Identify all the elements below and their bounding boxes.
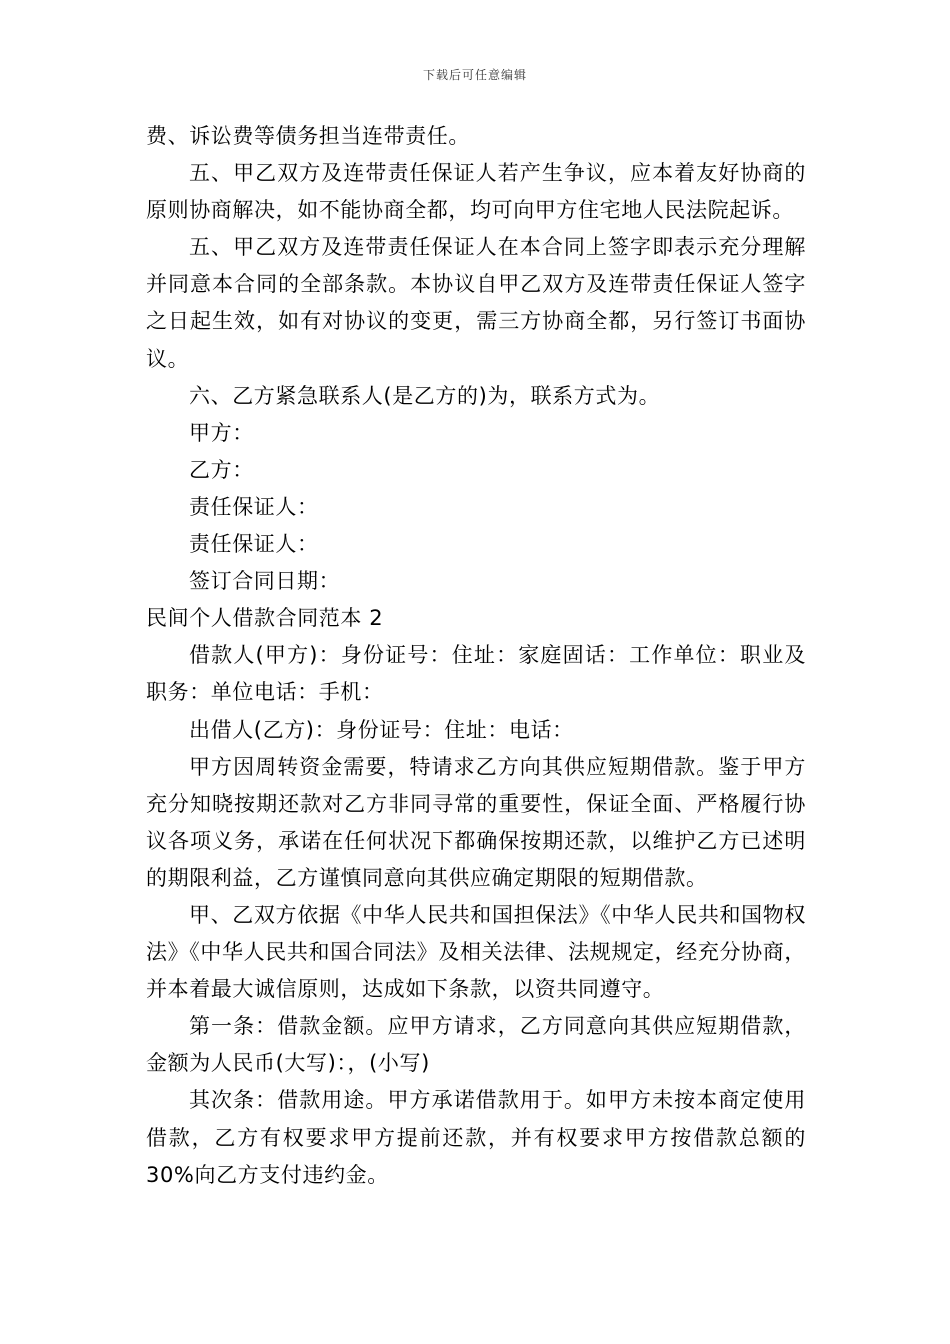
section-title: 民间个人借款合同范本 2: [146, 606, 384, 631]
signature-guarantor-2: 责任保证人：: [189, 532, 319, 557]
paragraph-signature-clause: 五、甲乙双方及连带责任保证人在本合同上签字即表示充分理解并同意本合同的全部条款。本协议自甲乙双方及连带责任保证人签字之日起生效，如有对协议的变更，需三方协商全都，另行签订书面协议。: [146, 235, 806, 371]
paragraph-article-1: 第一条：借款金额。应甲方请求，乙方同意向其供应短期借款，金额为人民币(大写)：，(小写): [146, 1014, 806, 1076]
paragraph-borrower-info: 借款人(甲方)：身份证号：住址：家庭固话：工作单位：职业及职务：单位电话：手机：: [146, 643, 806, 705]
signature-guarantor-1: 责任保证人：: [189, 494, 319, 519]
page-header-note: 下载后可任意编辑: [422, 68, 527, 82]
paragraph-legal-basis: 甲、乙双方依据《中华人民共和国担保法》《中华人民共和国物权法》《中华人民共和国合同法》及相关法律、法规规定，经充分协商，并本着最大诚信原则，达成如下条款，以资共同遵守。: [146, 902, 806, 1002]
signature-party-b: 乙方：: [189, 457, 254, 482]
paragraph-article-2: 其次条：借款用途。甲方承诺借款用于。如甲方未按本商定使用借款，乙方有权要求甲方提前还款，并有权要求甲方按借款总额的 30%向乙方支付违约金。: [146, 1088, 806, 1187]
signature-date: 签订合同日期：: [189, 569, 341, 594]
signature-party-a: 甲方：: [189, 420, 254, 445]
paragraph-lender-info: 出借人(乙方)：身份证号：住址：电话：: [189, 717, 574, 742]
paragraph-loan-purpose-intro: 甲方因周转资金需要，特请求乙方向其供应短期借款。鉴于甲方充分知晓按期还款对乙方非同寻常的重要性，保证全面、严格履行协议各项义务，承诺在任何状况下都确保按期还款，以维护乙方已述明的期限利益，乙方谨慎同意向其供应确定期限的短期借款。: [146, 754, 806, 890]
paragraph-continuation: 费、诉讼费等债务担当连带责任。: [146, 124, 470, 148]
paragraph-dispute-clause: 五、甲乙双方及连带责任保证人若产生争议，应本着友好协商的原则协商解决，如不能协商全都，均可向甲方住宅地人民法院起诉。: [146, 161, 806, 223]
paragraph-emergency-contact: 六、乙方紧急联系人(是乙方的)为，联系方式为。: [189, 383, 661, 408]
document-body: [146, 118, 806, 1194]
